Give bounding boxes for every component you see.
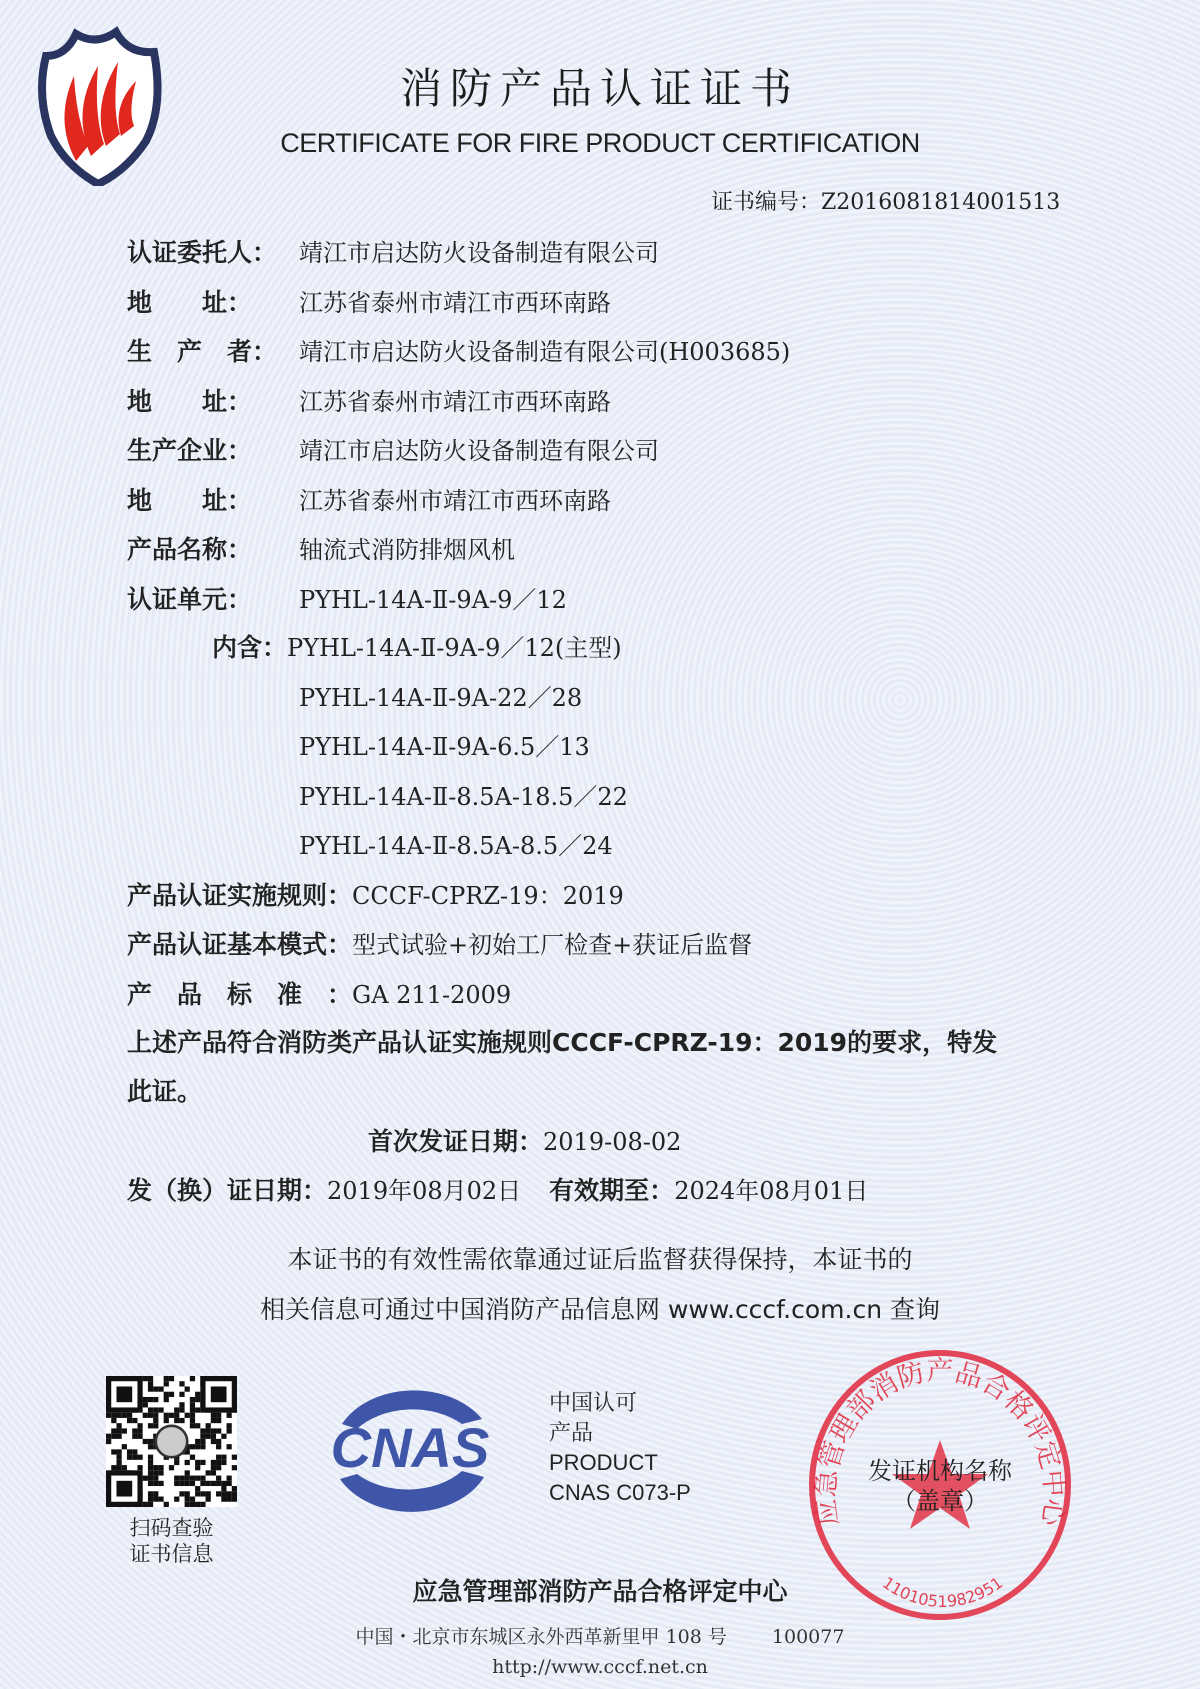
certificate-title: 消防产品认证证书 — [399, 64, 800, 113]
certificate-title-english: CERTIFICATE FOR FIRE PRODUCT CERTIFICATION — [280, 128, 920, 158]
field-row — [127, 283, 611, 319]
field-row — [127, 481, 611, 517]
mode-label: 产品认证基本模式： — [127, 930, 353, 959]
valid-until-value: 2024年08月01日 — [674, 1177, 869, 1205]
certificate-number-value: Z2016081814001513 — [821, 190, 1061, 215]
first-issue-row — [368, 1122, 681, 1158]
statement-line: 此证。 — [127, 1077, 203, 1106]
svg-text:1101051982951: 1101051982951 — [878, 1573, 1007, 1611]
field-value: 靖江市启达防火设备制造有限公司 — [299, 437, 659, 465]
mode-value: 型式试验+初始工厂检查+获证后监督 — [352, 931, 753, 959]
model-item: PYHL-14A-Ⅱ-9A-22／28 — [299, 684, 583, 712]
field-row — [127, 233, 659, 269]
mode-row — [127, 925, 752, 961]
field-value: PYHL-14A-Ⅱ-9A-9／12 — [299, 586, 567, 614]
qr-caption: 证书信息 — [129, 1542, 214, 1566]
valid-until-label: 有效期至： — [549, 1176, 675, 1205]
statement-line: 上述产品符合消防类产品认证实施规则CCCF-CPRZ-19：2019的要求，特发 — [127, 1028, 998, 1057]
issue-label: 发（换）证日期： — [127, 1176, 328, 1205]
field-row — [127, 530, 515, 566]
model-item: PYHL-14A-Ⅱ-8.5A-8.5／24 — [299, 832, 613, 860]
field-row — [127, 382, 611, 418]
model-item: PYHL-14A-Ⅱ-9A-6.5／13 — [299, 733, 590, 761]
field-label: 生 产 者： — [127, 337, 278, 366]
field-value: 江苏省泰州市靖江市西环南路 — [299, 487, 611, 515]
issue-row — [127, 1171, 868, 1207]
notice-line: 相关信息可通过中国消防产品信息网 www.cccf.com.cn 查询 — [260, 1295, 940, 1324]
field-row — [127, 580, 567, 616]
issuer-label: 发证机构名称（盖章） — [868, 1457, 1012, 1515]
standard-value: GA 211-2009 — [352, 981, 512, 1009]
rules-label: 产品认证实施规则： — [127, 881, 353, 910]
first-issue-value: 2019-08-02 — [543, 1128, 682, 1156]
standard-label: 产 品 标 准 ： — [127, 980, 353, 1009]
postcode: 100077 — [771, 1626, 845, 1648]
first-issue-label: 首次发证日期： — [368, 1127, 544, 1156]
rules-row — [127, 876, 624, 912]
footer-address — [0, 1622, 1200, 1649]
field-label: 地 址： — [127, 288, 253, 317]
cnas-text: CNAS C073-P — [549, 1480, 691, 1505]
issuing-organization: 应急管理部消防产品合格评定中心 — [412, 1577, 788, 1606]
field-row — [127, 332, 790, 368]
field-value: 靖江市启达防火设备制造有限公司 — [299, 239, 659, 267]
contains-row — [212, 628, 622, 664]
address: 中国・北京市东城区永外西革新里甲 108 号 — [355, 1626, 727, 1648]
footer-url[interactable]: http://www.cccf.net.cn — [492, 1656, 708, 1678]
svg-text:CNAS: CNAS — [330, 1416, 490, 1479]
field-label: 产品名称： — [127, 535, 253, 564]
qr-caption: 扫码查验 — [129, 1516, 214, 1540]
svg-text:应急管理部消防产品合格评定中心: 应急管理部消防产品合格评定中心 — [810, 1355, 1070, 1528]
standard-row — [127, 975, 511, 1011]
field-row — [127, 431, 659, 467]
contains-label: 内含： — [212, 633, 288, 662]
cnas-text: PRODUCT — [549, 1450, 658, 1475]
cnas-text: 产品 — [549, 1420, 594, 1445]
field-label: 生产企业： — [127, 436, 253, 465]
rules-value: CCCF-CPRZ-19：2019 — [352, 882, 624, 910]
certificate-number — [711, 185, 1060, 216]
field-label: 认证委托人： — [127, 238, 278, 267]
cnas-text: 中国认可 — [549, 1390, 638, 1415]
issue-value: 2019年08月02日 — [327, 1177, 522, 1205]
notice-line: 本证书的有效性需依靠通过证后监督获得保持，本证书的 — [287, 1245, 913, 1274]
field-label: 地 址： — [127, 486, 253, 515]
field-value: 江苏省泰州市靖江市西环南路 — [299, 289, 611, 317]
field-label: 认证单元： — [127, 585, 253, 614]
cnas-logo — [312, 1379, 508, 1519]
model-item: PYHL-14A-Ⅱ-9A-9／12(主型) — [287, 634, 622, 662]
field-label: 地 址： — [127, 387, 253, 416]
certificate-number-label: 证书编号： — [711, 190, 822, 215]
field-value: 轴流式消防排烟风机 — [299, 536, 515, 564]
field-value: 靖江市启达防火设备制造有限公司(H003685) — [299, 338, 791, 366]
qr-code[interactable] — [106, 1376, 237, 1507]
model-item: PYHL-14A-Ⅱ-8.5A-18.5／22 — [299, 783, 628, 811]
field-value: 江苏省泰州市靖江市西环南路 — [299, 388, 611, 416]
